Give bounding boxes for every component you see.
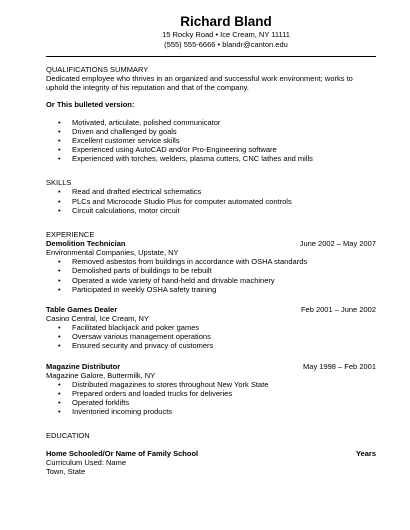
job-duties	[46, 323, 376, 350]
curriculum-line: Curriculum Used: Name	[46, 457, 127, 467]
list-item: • Participated in weekly OSHA safety training	[70, 285, 376, 294]
list-item: • Experienced using AutoCAD and/or Pro-Engineering software	[70, 145, 376, 154]
job-title: Table Games Dealer	[46, 304, 118, 314]
list-item: • Distributed magazines to stores throughout New York State	[70, 380, 376, 389]
job-entry	[46, 362, 376, 417]
skills-section	[46, 178, 376, 215]
job-entry	[46, 305, 376, 351]
alt-version-label: Or This bulleted version:	[46, 100, 135, 110]
list-item: • Operated a wide variety of hand-held and drivable machinery	[70, 276, 376, 285]
school-years: Years	[355, 448, 376, 458]
list-item: • Demolished parts of buildings to be rebuilt	[70, 266, 376, 275]
list-item: • PLCs and Microcode Studio Plus for computer automated controls	[70, 197, 376, 206]
list-item: • Removed asbestos from buildings in accordance with OSHA standards	[70, 257, 376, 266]
job-company: Magazine Galore, Buttermilk, NY	[46, 370, 156, 380]
job-company: Environmental Companies, Upstate, NY	[46, 248, 179, 258]
job-title: Magazine Distributor	[46, 361, 121, 371]
skills-list	[46, 187, 376, 214]
candidate-name: Richard Bland	[180, 14, 272, 29]
list-item: • Driven and challenged by goals	[70, 127, 376, 136]
job-duties	[46, 380, 376, 417]
job-dates: Feb 2001 – June 2002	[300, 304, 376, 314]
job-entry	[46, 239, 376, 294]
resume-header	[76, 14, 376, 49]
experience-section	[46, 230, 376, 417]
list-item: • Read and drafted electrical schematics	[70, 187, 376, 196]
list-item: • Operated forklifts	[70, 398, 376, 407]
job-company: Casino Central, Ice Cream, NY	[46, 313, 149, 323]
list-item: • Facilitated blackjack and poker games	[70, 323, 376, 332]
job-title: Demolition Technician	[46, 238, 126, 248]
qualifications-section	[46, 65, 376, 163]
qualifications-list	[46, 118, 376, 164]
list-item: • Ensured security and privacy of customers	[70, 341, 376, 350]
job-dates: June 2002 – May 2007	[299, 238, 376, 248]
school-location: Town, State	[46, 466, 86, 476]
job-dates: May 1998 – Feb 2001	[303, 361, 376, 371]
education-title: EDUCATION	[46, 431, 90, 441]
list-item: • Inventoried incoming products	[70, 407, 376, 416]
address-line: 15 Rocky Road • Ice Cream, NY 11111	[162, 30, 290, 39]
qualifications-title: QUALIFICATIONS SUMMARY	[46, 65, 149, 74]
list-item: • Prepared orders and loaded trucks for deliveries	[70, 389, 376, 398]
education-section	[46, 431, 376, 476]
job-duties	[46, 257, 376, 294]
experience-title: EXPERIENCE	[46, 229, 95, 239]
school-name: Home Schooled/Or Name of Family School	[46, 448, 199, 458]
list-item: • Motivated, articulate, polished communicator	[70, 118, 376, 127]
skills-title: SKILLS	[46, 178, 72, 188]
list-item: • Excellent customer service skills	[70, 136, 376, 145]
list-item: • Experienced with torches, welders, plasma cutters, CNC lathes and mills	[70, 154, 376, 163]
header-divider	[46, 56, 376, 57]
list-item: • Oversaw various management operations	[70, 332, 376, 341]
list-item: • Circuit calculations, motor circuit	[70, 206, 376, 215]
contact-line: (555) 555-6666 • blandr@canton.edu	[164, 39, 288, 49]
qualifications-paragraph: Dedicated employee who thrives in an organized and successful work environment; works to uphold the integrity of his reputation and that of the company.	[46, 74, 353, 93]
